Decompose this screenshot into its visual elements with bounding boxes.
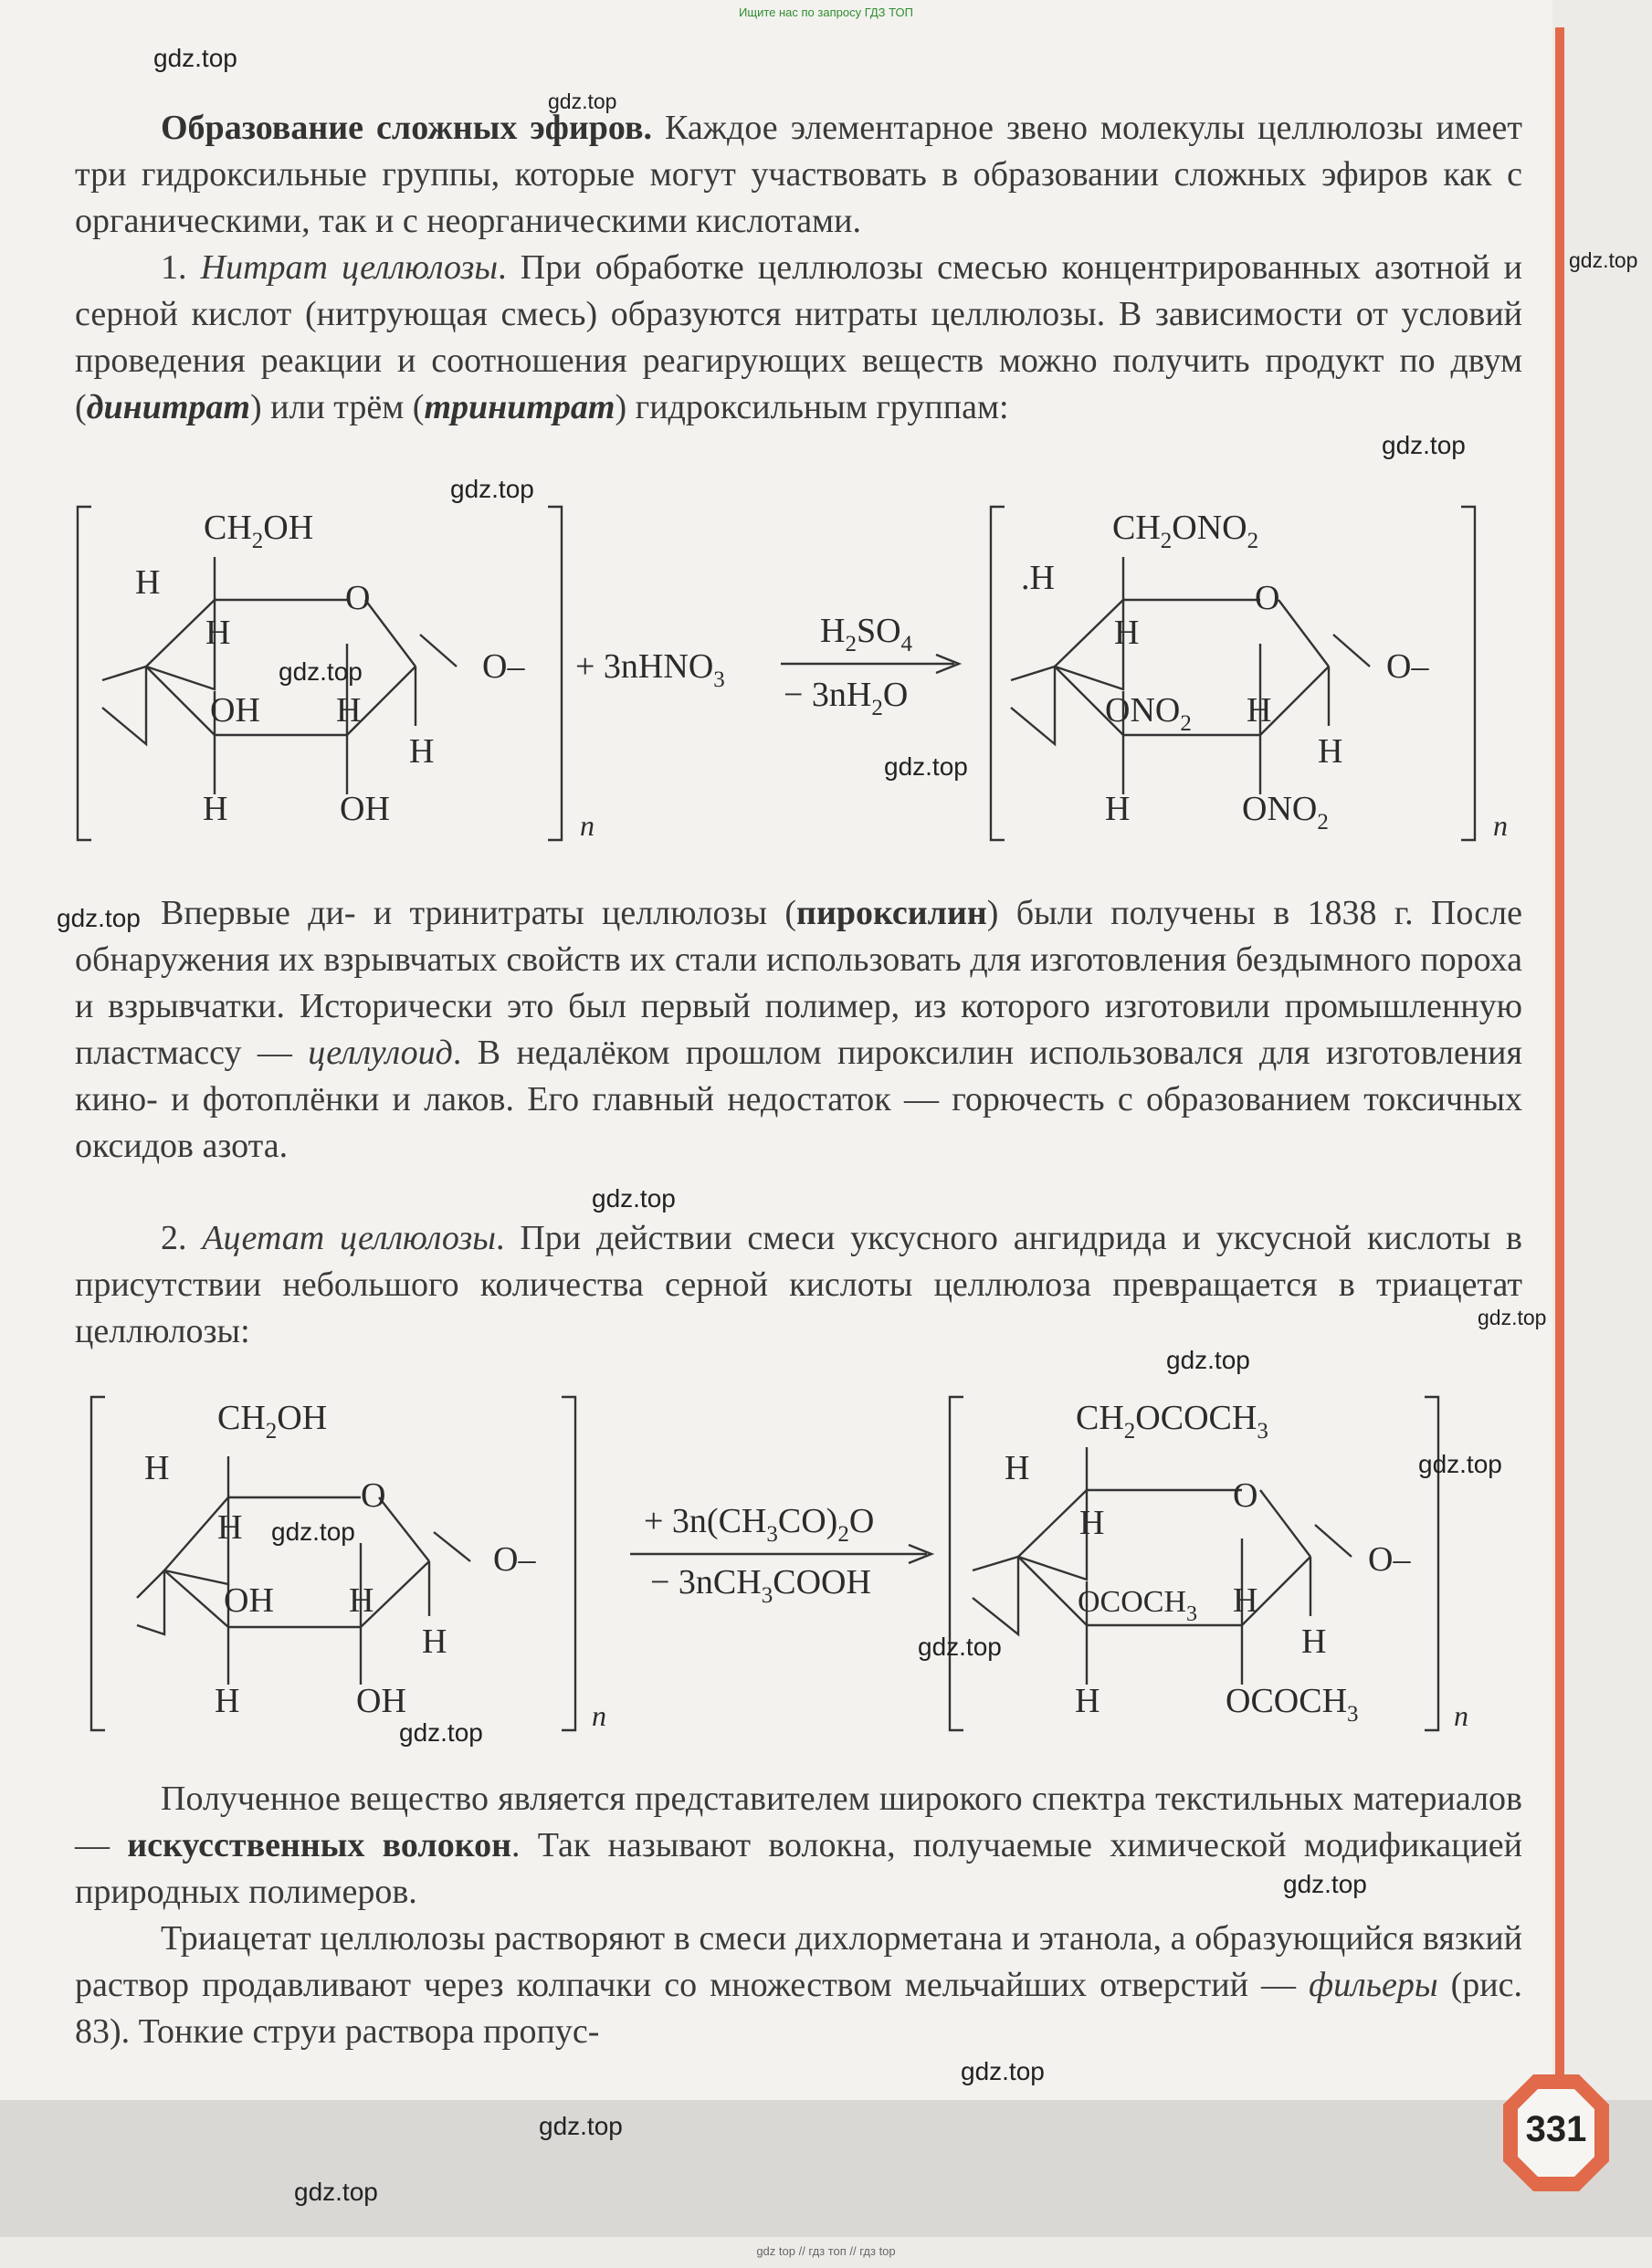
group-ch2oh-2: $CH_2OH$ — [217, 1399, 328, 1444]
svg-text:H: H — [336, 691, 362, 730]
svg-text:O: O — [1233, 1476, 1258, 1515]
svg-text:n: n — [592, 1699, 606, 1732]
bracket-left-1 — [78, 507, 91, 840]
paragraph-acetate: 2. Ацетат целлюлозы. При действии смеси уксусного ангидрида и уксусной кислоты в присутствии небольшого количества серной кислоты целлюлоза превращается в триацетат целлюлозы: — [75, 1219, 1522, 1350]
svg-text:OH: OH — [210, 691, 260, 730]
paragraph-nitrate: 1. Нитрат целлюлозы. При обработке целлюлозы смесью концентрированных азотной и серной кислот (нитрующая смесь) образуются нитраты целлюлозы. В зависимости от условий проведения реакции и соотношения реагирующих веществ можно получить продукт по двум (динитрат) или трём (тринитрат) гидроксильным группам: — [75, 248, 1523, 426]
watermark: gdz.top — [539, 2112, 623, 2140]
paragraph-fibers: Полученное вещество является представителем широкого спектра текстильных материалов — искусственных волокон. Так называют волокна, получаемые химической модификацией природных полимеров. — [75, 1780, 1523, 1911]
watermark: gdz.top — [271, 1517, 355, 1546]
reagent-hno3: + 3nHNO$_3$ — [575, 647, 725, 692]
svg-text:H: H — [1233, 1581, 1258, 1620]
group-ch2ococh3: $CH_2OCOCH_3$ — [1076, 1399, 1268, 1444]
watermark: gdz.top — [961, 2057, 1045, 2085]
svg-text:H: H — [135, 563, 161, 602]
paragraph-pyroxylin: Впервые ди- и тринитраты целлюлозы (пироксилин) были получены в 1838 г. После обнаружения их взрывчатых свойств их стали использовать для изготовления бездымного пороха и взрывчатки. Исторически это был первый полимер, из которого изготовили промышленную пластмассу — целлулоид. В недалёком прошлом пироксилин использовался для изготовления кино- и фотоплёнки и лаков. Его главный недостаток — горючесть с образованием токсичных оксидов азота. — [75, 894, 1522, 1165]
svg-text:H: H — [203, 790, 228, 828]
watermark: gdz.top — [918, 1633, 1002, 1661]
svg-text:n: n — [1454, 1699, 1468, 1732]
svg-text:n: n — [580, 809, 595, 842]
svg-text:OH: OH — [340, 790, 390, 828]
svg-text:H: H — [422, 1622, 447, 1661]
svg-text:H: H — [1301, 1622, 1327, 1661]
watermark: gdz.top — [592, 1184, 676, 1213]
svg-text:H: H — [409, 732, 435, 771]
bracket-left-2 — [991, 507, 1005, 840]
svg-text:n: n — [1493, 809, 1508, 842]
search-hint: Ищите нас по запросу ГДЗ ТОП — [739, 5, 913, 19]
svg-text:O–: O– — [482, 647, 525, 686]
margin-rule — [1555, 27, 1564, 2082]
acetate-term: Ацетат целлюлозы — [202, 1219, 496, 1257]
nitrate-term: Нитрат целлюлозы — [200, 248, 499, 287]
page-number-badge — [1501, 2073, 1611, 2193]
group-ono2-2: $ONO_2$ — [1242, 790, 1329, 835]
acetylation-reaction-scheme — [55, 1388, 1516, 1753]
watermark: gdz.top — [884, 752, 968, 781]
svg-text:H: H — [217, 1508, 243, 1547]
group-ch2ono2: $CH_2ONO_2$ — [1112, 509, 1259, 553]
watermark: gdz.top — [548, 89, 617, 113]
svg-text:O–: O– — [1386, 647, 1429, 686]
paragraph-spinnerets: Триацетат целлюлозы растворяют в смеси дихлорметана и этанола, а образующийся вязкий раствор продавливают через колпачки со множеством мельчайших отверстий — фильеры (рис. 83). Тонкие струи раствора пропус- — [75, 1919, 1523, 2051]
watermark: gdz.top — [57, 904, 141, 932]
watermark: gdz.top — [294, 2178, 378, 2206]
svg-text:.H: .H — [1021, 559, 1055, 597]
svg-text:H: H — [1079, 1504, 1105, 1542]
bracket-right-1 — [548, 507, 562, 840]
svg-text:O: O — [345, 579, 371, 617]
bracket-right-2 — [1461, 507, 1475, 840]
svg-text:H: H — [1114, 614, 1140, 652]
svg-text:O–: O– — [1368, 1540, 1411, 1579]
paragraph-esters: Образование сложных эфиров. Каждое элементарное звено молекулы целлюлозы имеет три гидроксильные группы, которые могут участвовать в образовании сложных эфиров как с органическими, так и с неорганическими кислотами. — [75, 109, 1522, 240]
nitration-reaction-scheme — [55, 498, 1516, 863]
svg-text:H: H — [205, 614, 231, 652]
section-heading: Образование сложных эфиров. — [161, 109, 652, 147]
page-bottom-band — [0, 2100, 1652, 2237]
reagent-acetic-anhydride: + $3n(CH_3CO)_2O$ — [644, 1502, 875, 1547]
group-ono2-1: $ONO_2$ — [1105, 691, 1192, 736]
watermark: gdz.top — [1166, 1346, 1250, 1374]
byproduct-acetic-acid: − 3nCH$_3$COOH — [650, 1563, 871, 1608]
page-number: 331 — [1525, 2109, 1587, 2149]
watermark: gdz.top — [1418, 1450, 1502, 1478]
svg-text:O–: O– — [493, 1540, 536, 1579]
group-ococh3-2: $OCOCH_3$ — [1226, 1682, 1359, 1727]
svg-text:OH: OH — [224, 1581, 274, 1620]
svg-text:H: H — [1075, 1682, 1100, 1720]
svg-text:H: H — [144, 1449, 170, 1487]
watermark: gdz.top — [279, 657, 363, 686]
svg-text:H: H — [1318, 732, 1343, 771]
group-ococh3-1: $OCOCH_3$ — [1078, 1585, 1198, 1626]
watermark: gdz.top — [399, 1718, 483, 1747]
svg-text:O: O — [361, 1476, 386, 1515]
watermark: gdz.top — [450, 475, 534, 503]
svg-text:H: H — [349, 1581, 374, 1620]
link-left-1 — [102, 667, 146, 744]
group-ch2oh-1: $CH_2OH$ — [204, 509, 314, 553]
watermark: gdz.top — [1569, 248, 1638, 272]
svg-text:OH: OH — [356, 1682, 406, 1720]
footer-note: gdz top // гдз топ // гдз top — [756, 2244, 896, 2258]
svg-text:H: H — [1105, 790, 1131, 828]
svg-text:H: H — [215, 1682, 240, 1720]
watermark: gdz.top — [1382, 431, 1466, 459]
watermark: gdz.top — [153, 44, 237, 72]
watermark: gdz.top — [1478, 1306, 1547, 1329]
svg-text:H: H — [1247, 691, 1272, 730]
watermark: gdz.top — [1283, 1870, 1367, 1898]
svg-text:H: H — [1005, 1449, 1030, 1487]
byproduct-water: − $3nH_2O$ — [784, 676, 909, 720]
svg-text:O: O — [1255, 579, 1280, 617]
catalyst-h2so4: $H_2SO_4$ — [820, 612, 913, 656]
